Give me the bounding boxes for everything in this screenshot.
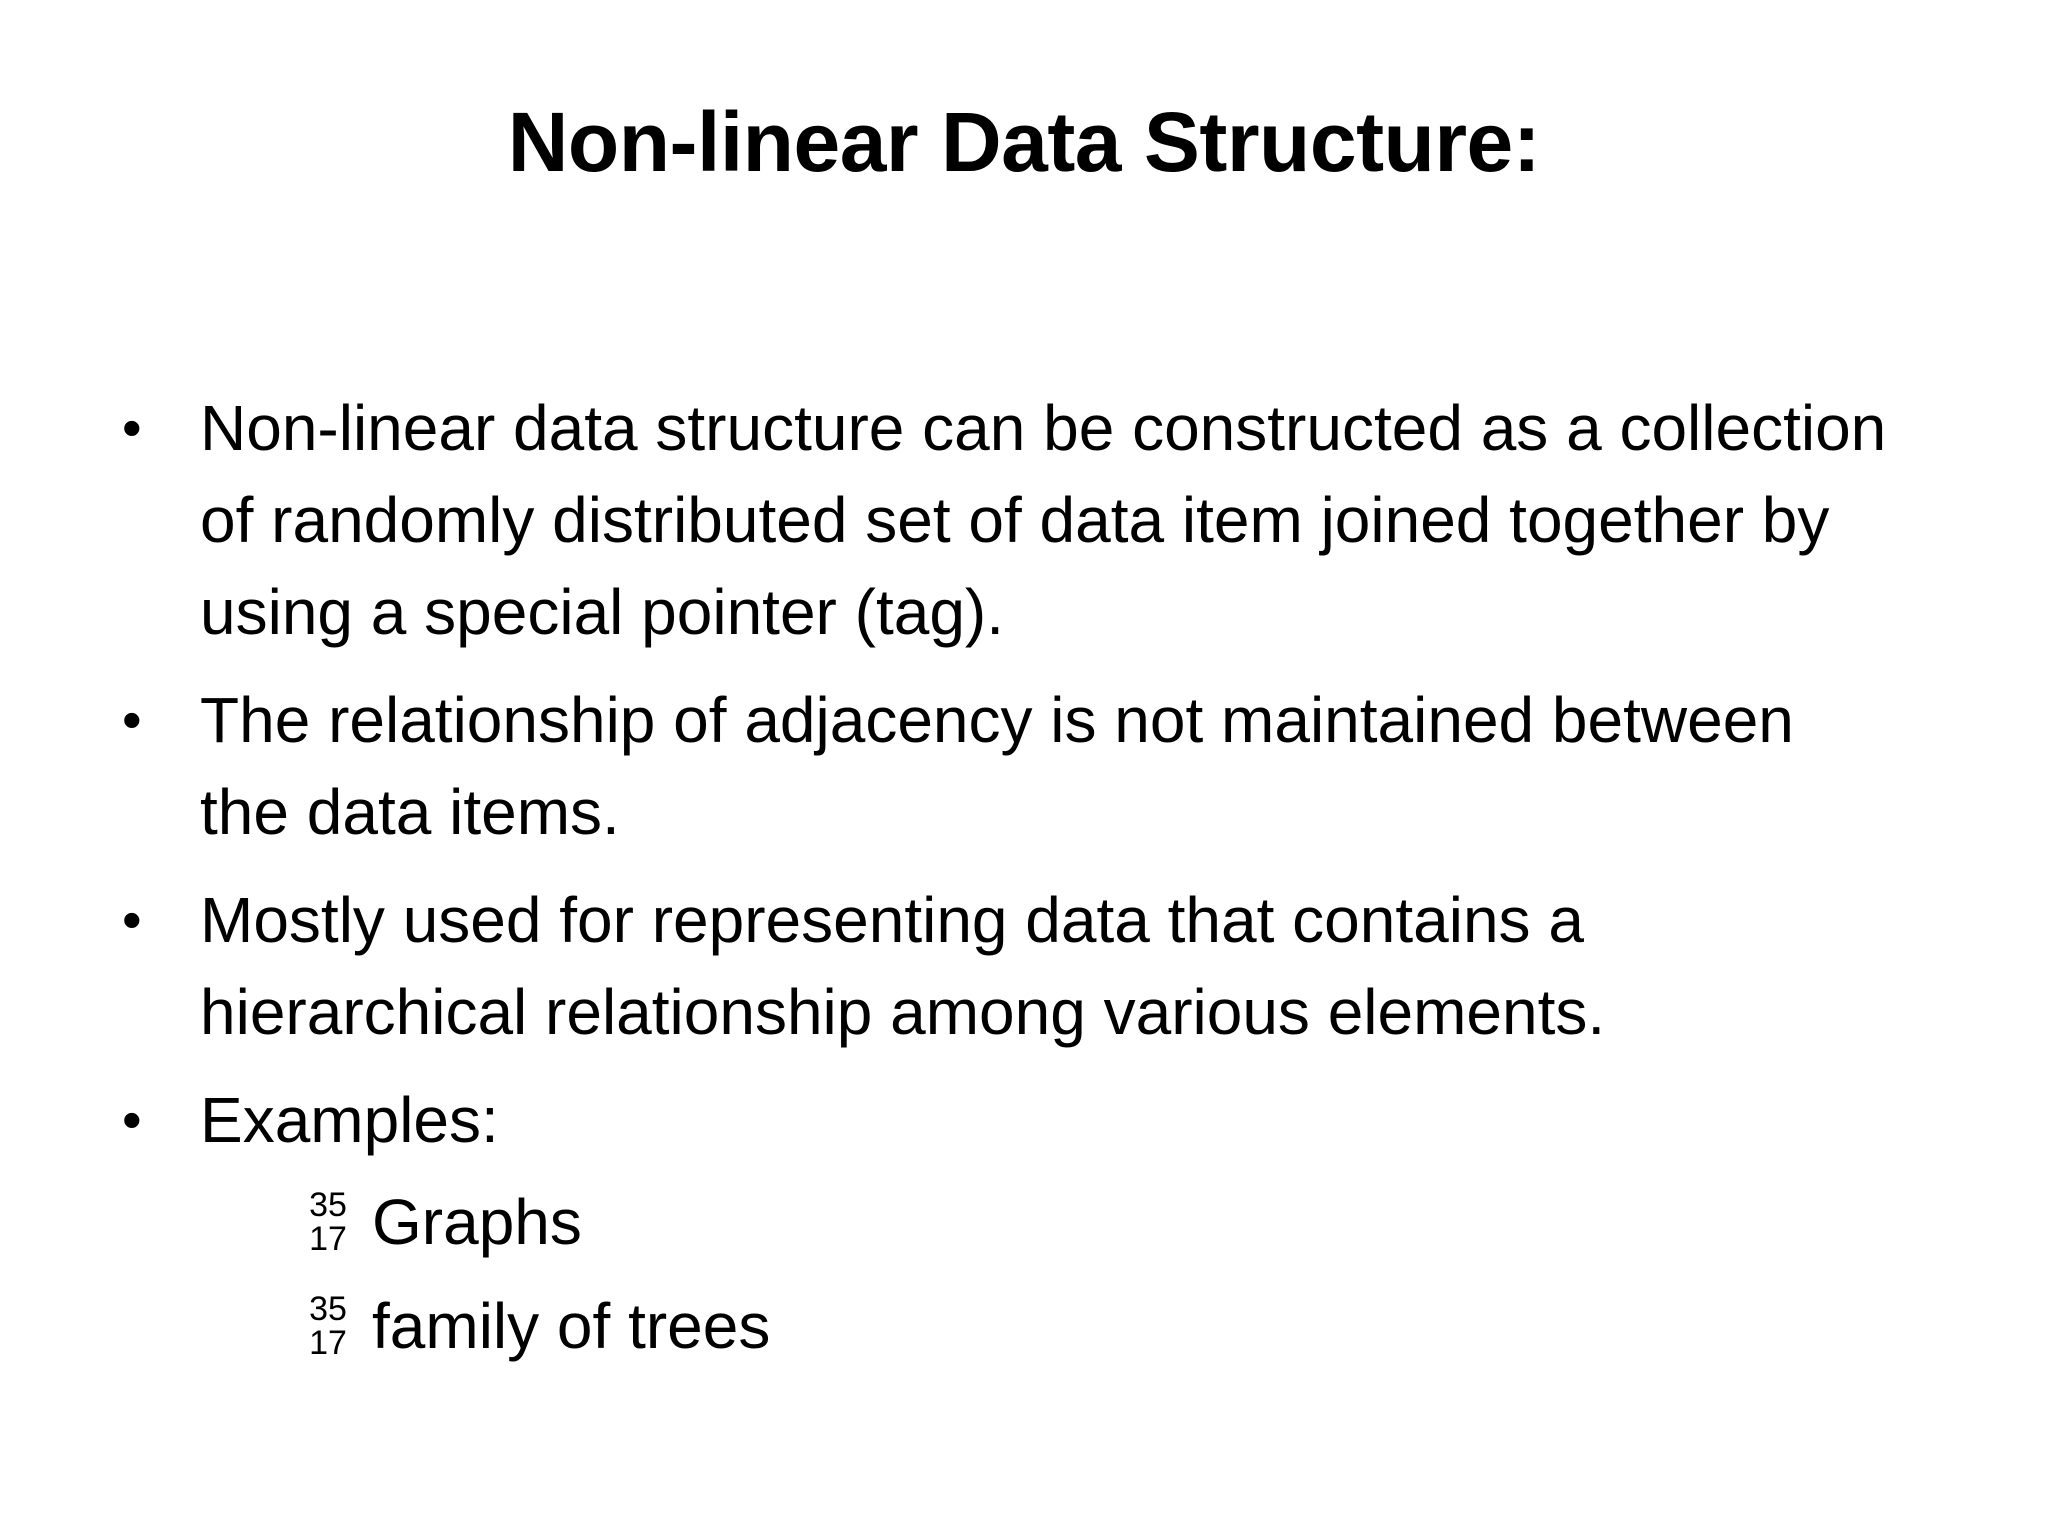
bullet-icon: • <box>122 888 142 951</box>
marker-top: 35 <box>309 1290 347 1328</box>
marker-bottom: 17 <box>309 1220 347 1258</box>
sub-bullet-icon <box>300 1290 356 1362</box>
examples-list <box>300 1170 770 1378</box>
bullet-text: Non-linear data structure can be constructed as a collection of randomly distributed set of data item joined together by using a special pointer (tag). <box>200 392 1887 648</box>
marker-bottom: 17 <box>309 1324 347 1362</box>
example-item <box>300 1170 770 1274</box>
bullet-text: The relationship of adjacency is not maintained between the data items. <box>200 684 1794 848</box>
bullet-item <box>120 1074 1900 1166</box>
bullet-icon: • <box>122 1088 142 1151</box>
bullet-icon: • <box>122 688 142 751</box>
bullet-text: Mostly used for representing data that contains a hierarchical relationship among various elements. <box>200 884 1606 1048</box>
bullet-text: Examples: <box>200 1084 499 1156</box>
marker-top: 35 <box>309 1186 347 1224</box>
sub-bullet-icon <box>300 1186 356 1258</box>
example-item <box>300 1274 770 1378</box>
slide-title: Non-linear Data Structure: <box>507 95 1541 189</box>
bullet-item <box>120 382 1900 658</box>
bullet-list <box>120 382 1900 1182</box>
example-text: family of trees <box>372 1290 771 1362</box>
bullet-item <box>120 674 1900 858</box>
bullet-item <box>120 874 1900 1058</box>
example-text: Graphs <box>372 1186 582 1258</box>
bullet-icon: • <box>122 396 142 459</box>
